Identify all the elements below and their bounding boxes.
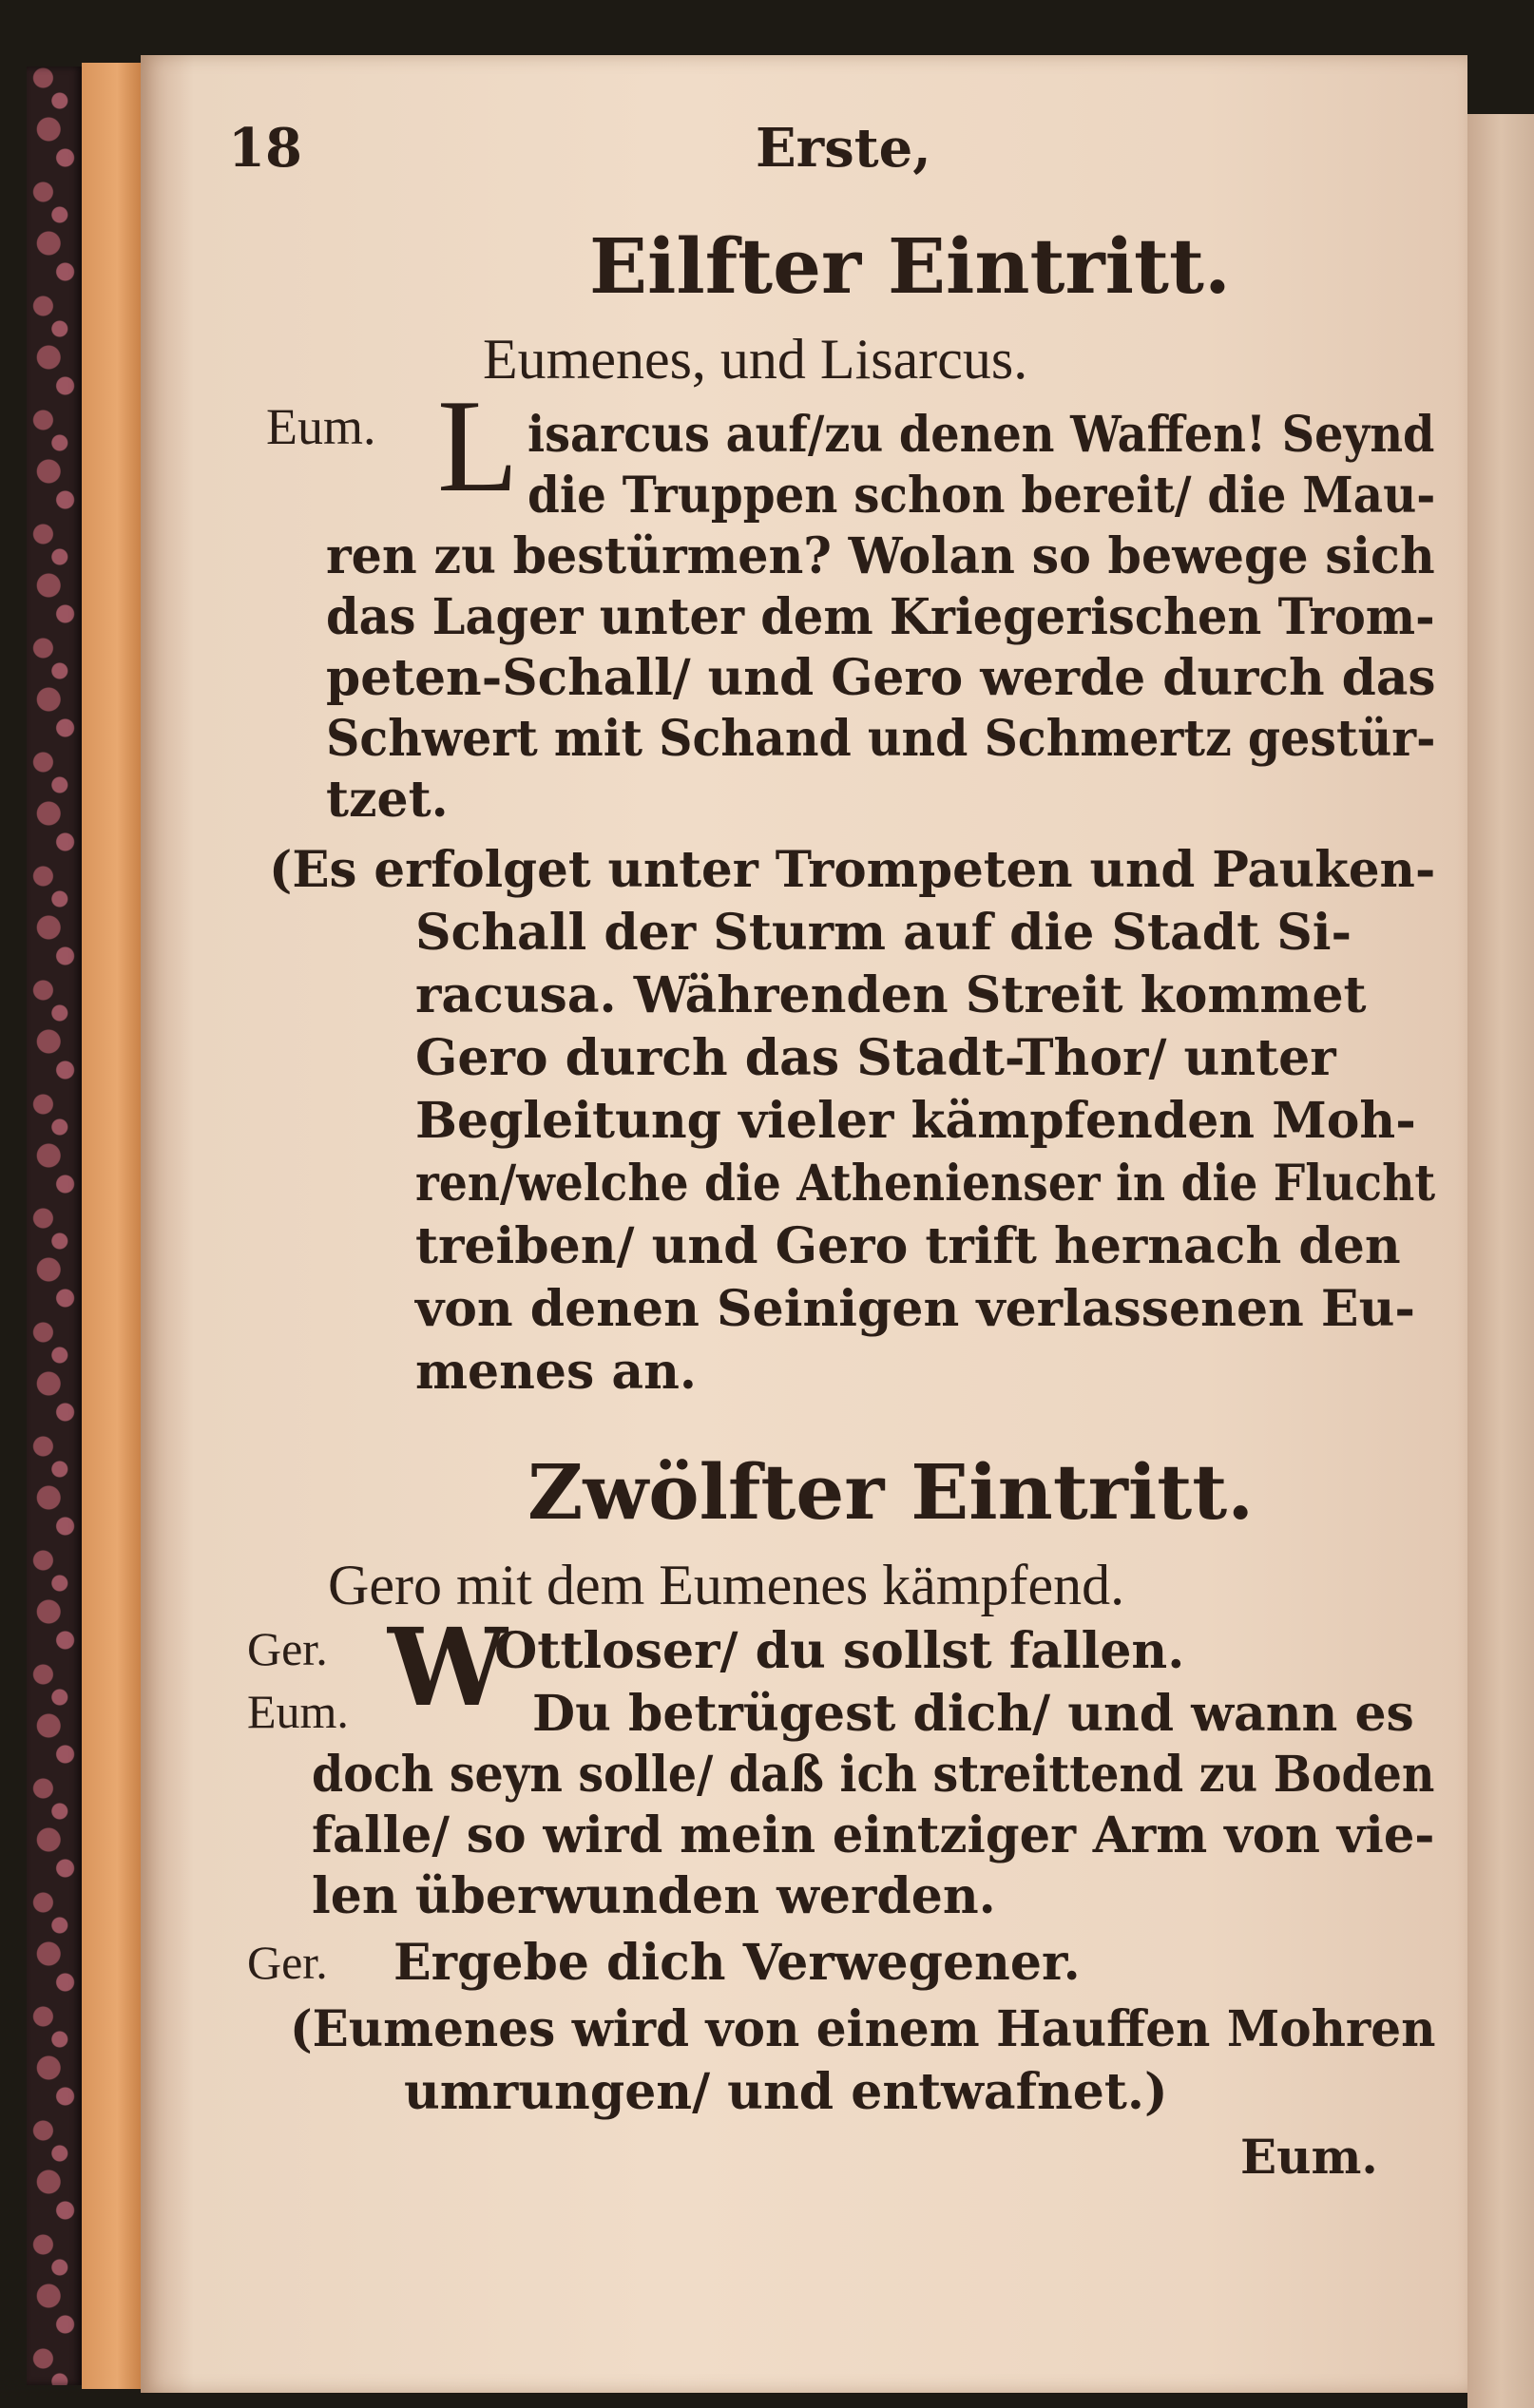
speaker-label: Ger.	[247, 1936, 328, 1989]
stage-direction-line: menes an.	[415, 1343, 697, 1401]
scene-heading: Eilfter Eintritt.	[589, 221, 1231, 311]
cover-board-edge	[82, 63, 141, 2389]
speech-line: isarcus auf/zu denen Waffen! Seynd	[527, 406, 1435, 464]
speech-line: Du betrügest dich/ und wann es	[532, 1685, 1414, 1743]
speech-line: tzet.	[326, 771, 449, 829]
speech-line: Schwert mit Schand und Schmertz gestür-	[326, 710, 1436, 768]
stage-direction-line: treiben/ und Gero trift hernach den	[415, 1217, 1401, 1275]
running-head: Erste,	[756, 117, 931, 180]
speech-line: das Lager unter dem Kriegerischen Trom-	[326, 588, 1435, 646]
stage-direction-line: umrungen/ und entwafnet.)	[404, 2063, 1168, 2121]
stage-direction-line: Gero durch das Stadt-Thor/ unter	[415, 1029, 1336, 1087]
speaker-label: Eum.	[266, 398, 376, 455]
speaker-label: Eum.	[247, 1685, 349, 1738]
drop-capital: W	[388, 1606, 508, 1730]
page-number: 18	[228, 117, 302, 180]
speech-line: falle/ so wird mein eintziger Arm von vie-	[312, 1806, 1435, 1864]
speech-line: Ergebe dich Verwegener.	[393, 1934, 1081, 1992]
stage-direction-line: Schall der Sturm auf die Stadt Si-	[415, 904, 1352, 962]
catchword: Eum.	[1240, 2129, 1378, 2185]
scene-heading: Zwölfter Eintritt.	[527, 1447, 1255, 1537]
scene-persons: Eumenes, und Lisarcus.	[483, 328, 1028, 391]
drop-capital: L	[437, 373, 519, 520]
stage-direction-line: von denen Seinigen verlassenen Eu-	[415, 1280, 1415, 1338]
speech-line: ren zu bestürmen? Wolan so bewege sich	[326, 527, 1435, 585]
facing-page-edge	[1467, 114, 1534, 2408]
stage-direction-line: (Es erfolget unter Trompeten und Pauken-	[269, 841, 1436, 899]
speech-line: doch seyn solle/ daß ich streittend zu Boden	[312, 1746, 1435, 1804]
speech-line: peten-Schall/ und Gero werde durch das	[326, 649, 1436, 707]
speech-line: die Truppen schon bereit/ die Mau-	[527, 467, 1436, 525]
stage-direction-line: (Eumenes wird von einem Hauffen Mohren	[290, 2000, 1436, 2058]
speech-line: Ottloser/ du sollst fallen.	[494, 1622, 1185, 1680]
book-binding	[27, 67, 82, 2385]
speaker-label: Ger.	[247, 1622, 328, 1675]
speech-line: len überwunden werden.	[312, 1867, 996, 1925]
stage-direction-line: Begleitung vieler kämpfenden Moh-	[415, 1092, 1416, 1150]
scene-persons: Gero mit dem Eumenes kämpfend.	[328, 1554, 1125, 1616]
stage-direction-line: ren/welche die Athenienser in die Flucht	[415, 1155, 1436, 1213]
stage-direction-line: racusa. Währenden Streit kommet	[415, 966, 1367, 1024]
